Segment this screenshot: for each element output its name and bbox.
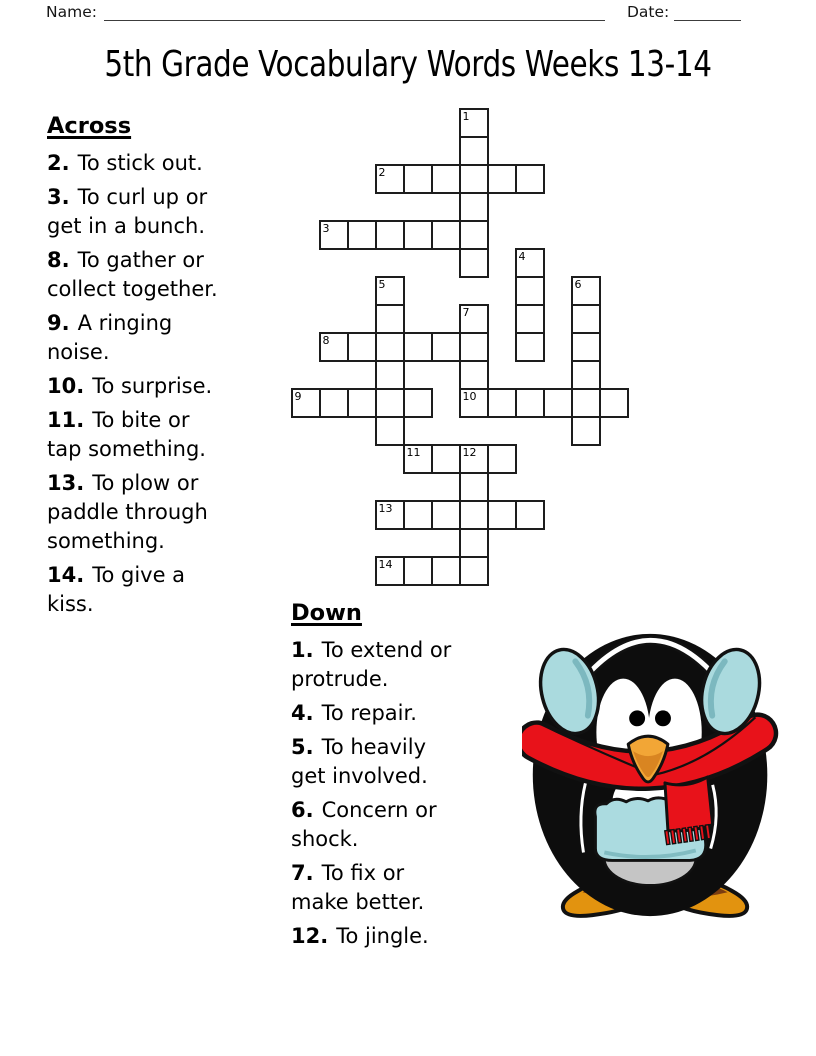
- clue-line: 12. To jingle.: [291, 924, 429, 948]
- clue: [47, 246, 218, 304]
- clue-number: 8.: [47, 248, 70, 272]
- crossword-cell[interactable]: [516, 501, 544, 529]
- clue-number: 13.: [47, 471, 85, 495]
- clue-line: noise.: [47, 340, 110, 364]
- clue-line: protrude.: [291, 667, 389, 691]
- clue-line: kiss.: [47, 592, 94, 616]
- crossword-cell[interactable]: [544, 389, 572, 417]
- crossword-cell[interactable]: [432, 445, 460, 473]
- crossword-cell[interactable]: [460, 473, 488, 501]
- crossword-cell[interactable]: [572, 417, 600, 445]
- cell-number: 4: [518, 250, 526, 263]
- clue: [47, 469, 218, 556]
- cell-number: 6: [574, 278, 582, 291]
- clue: [47, 406, 218, 464]
- crossword-cell[interactable]: [376, 389, 404, 417]
- crossword-cell[interactable]: [376, 333, 404, 361]
- crossword-cell[interactable]: [572, 305, 600, 333]
- clue-line: 11. To bite or: [47, 408, 190, 432]
- crossword-cell[interactable]: [488, 165, 516, 193]
- cell-number: 11: [406, 446, 421, 459]
- crossword-cell[interactable]: [516, 165, 544, 193]
- clue-line: 9. A ringing: [47, 311, 173, 335]
- clue: [47, 149, 218, 178]
- cell-number: 13: [378, 502, 393, 515]
- clue-line: collect together.: [47, 277, 218, 301]
- cell-number: 7: [462, 306, 470, 319]
- clue: [291, 922, 451, 951]
- across-section: [47, 111, 218, 624]
- crossword-cell[interactable]: [460, 249, 488, 277]
- clue: [291, 859, 451, 917]
- crossword-cell[interactable]: [376, 221, 404, 249]
- clue-line: 2. To stick out.: [47, 151, 203, 175]
- cell-number: 5: [378, 278, 386, 291]
- clue-line: 7. To fix or: [291, 861, 405, 885]
- crossword-cell[interactable]: [488, 501, 516, 529]
- clue-line: make better.: [291, 890, 425, 914]
- down-clue-list: [291, 636, 451, 951]
- crossword-cell[interactable]: [460, 501, 488, 529]
- crossword-cell[interactable]: [460, 193, 488, 221]
- clue: [47, 372, 218, 401]
- crossword-cell[interactable]: [460, 333, 488, 361]
- clue: [47, 309, 218, 367]
- cell-number: 12: [462, 446, 477, 459]
- clue-line: paddle through: [47, 500, 208, 524]
- scarf-tail: [665, 777, 713, 831]
- clue-line: 13. To plow or: [47, 471, 199, 495]
- clue-line: get in a bunch.: [47, 214, 206, 238]
- clue-number: 3.: [47, 185, 70, 209]
- crossword-cell[interactable]: [516, 333, 544, 361]
- crossword-cell[interactable]: [488, 445, 516, 473]
- worksheet-title: 5th Grade Vocabulary Words Weeks 13-14: [104, 44, 712, 85]
- crossword-cell[interactable]: [376, 305, 404, 333]
- clue: [47, 561, 218, 619]
- crossword-cell[interactable]: [432, 333, 460, 361]
- cell-number: 2: [378, 166, 386, 179]
- cell-number: 3: [322, 222, 330, 235]
- clue-line: 8. To gather or: [47, 248, 204, 272]
- cell-number: 8: [322, 334, 330, 347]
- crossword-cell[interactable]: [488, 389, 516, 417]
- clue-line: shock.: [291, 827, 359, 851]
- cell-number: 9: [294, 390, 302, 403]
- crossword-cell[interactable]: [432, 557, 460, 585]
- clue-number: 6.: [291, 798, 314, 822]
- clue: [291, 699, 451, 728]
- crossword-cell[interactable]: [460, 221, 488, 249]
- name-fill-in-line[interactable]: [104, 4, 605, 21]
- clue-line: 6. Concern or: [291, 798, 437, 822]
- crossword-cell[interactable]: [460, 557, 488, 585]
- crossword-cell[interactable]: [460, 361, 488, 389]
- down-section: [291, 598, 451, 956]
- crossword-cell[interactable]: [376, 361, 404, 389]
- crossword-cell[interactable]: [376, 417, 404, 445]
- clue: [291, 636, 451, 694]
- crossword-cell[interactable]: [432, 165, 460, 193]
- cell-number: 14: [378, 558, 393, 571]
- crossword-cell[interactable]: [404, 333, 432, 361]
- clue: [291, 796, 451, 854]
- clue-number: 11.: [47, 408, 85, 432]
- crossword-cell[interactable]: [516, 389, 544, 417]
- crossword-cell[interactable]: [572, 389, 600, 417]
- crossword-cell[interactable]: [516, 277, 544, 305]
- down-heading: Down: [291, 600, 362, 626]
- clue-line: get involved.: [291, 764, 428, 788]
- clue-line: 14. To give a: [47, 563, 186, 587]
- clue: [291, 733, 451, 791]
- cell-number: 10: [462, 390, 477, 403]
- clue-number: 9.: [47, 311, 70, 335]
- clue-number: 14.: [47, 563, 85, 587]
- date-label: Date:: [627, 3, 670, 21]
- crossword-cell[interactable]: [516, 305, 544, 333]
- clue-line: something.: [47, 529, 165, 553]
- crossword-cell[interactable]: [432, 501, 460, 529]
- crossword-cell[interactable]: [600, 389, 628, 417]
- clue-line: 1. To extend or: [291, 638, 452, 662]
- clue-line: 4. To repair.: [291, 701, 417, 725]
- crossword-cell[interactable]: [460, 529, 488, 557]
- clue-number: 2.: [47, 151, 70, 175]
- crossword-cell[interactable]: [404, 221, 432, 249]
- penguin-illustration: [522, 612, 794, 930]
- name-label: Name:: [46, 3, 97, 21]
- crossword-cell[interactable]: [572, 333, 600, 361]
- across-clue-list: [47, 149, 218, 619]
- crossword-cell[interactable]: [320, 389, 348, 417]
- clue-number: 10.: [47, 374, 85, 398]
- clue-number: 7.: [291, 861, 314, 885]
- clue-line: 10. To surprise.: [47, 374, 213, 398]
- crossword-cell[interactable]: [432, 221, 460, 249]
- crossword-cell[interactable]: [404, 389, 432, 417]
- crossword-cell[interactable]: [348, 221, 376, 249]
- crossword-cell[interactable]: [404, 165, 432, 193]
- crossword-cell[interactable]: [460, 165, 488, 193]
- date-fill-in-line[interactable]: [674, 4, 741, 21]
- clue-number: 12.: [291, 924, 329, 948]
- crossword-grid[interactable]: [290, 107, 630, 587]
- clue-line: 5. To heavily: [291, 735, 426, 759]
- crossword-cell[interactable]: [572, 361, 600, 389]
- cell-number: 1: [462, 110, 470, 123]
- clue-number: 5.: [291, 735, 314, 759]
- crossword-cell[interactable]: [348, 389, 376, 417]
- crossword-cell[interactable]: [348, 333, 376, 361]
- clue-line: tap something.: [47, 437, 206, 461]
- crossword-cell[interactable]: [404, 557, 432, 585]
- crossword-cell[interactable]: [404, 501, 432, 529]
- clue-number: 1.: [291, 638, 314, 662]
- clue-number: 4.: [291, 701, 314, 725]
- crossword-cell[interactable]: [460, 137, 488, 165]
- clue: [47, 183, 218, 241]
- across-heading: Across: [47, 113, 132, 139]
- clue-line: 3. To curl up or: [47, 185, 208, 209]
